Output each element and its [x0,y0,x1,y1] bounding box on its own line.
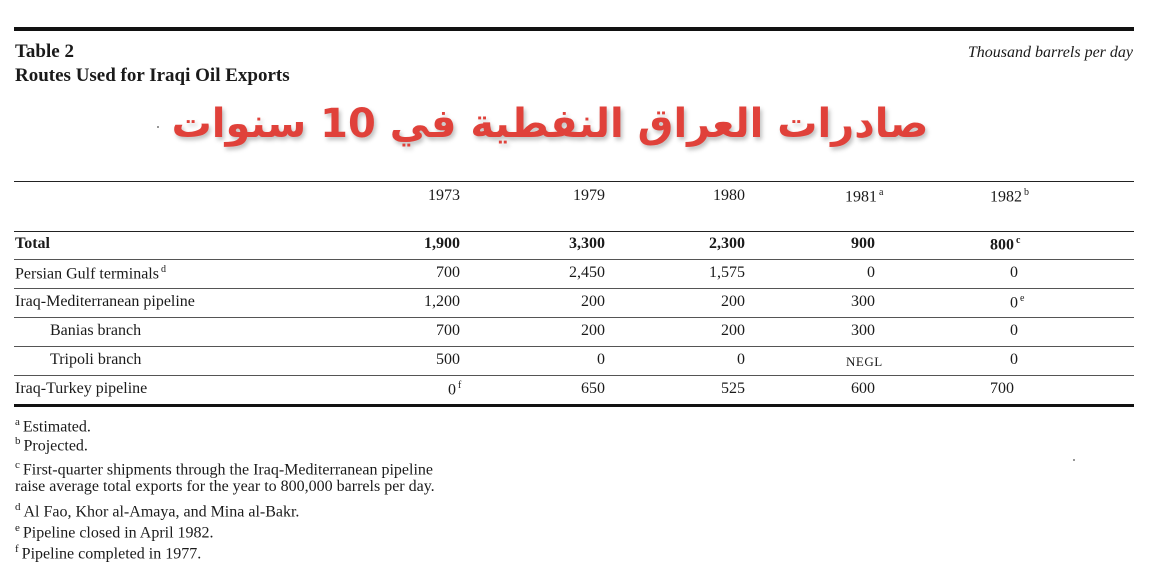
row-label-persian-gulf: Persian Gulf terminals $^d$ [15,264,166,283]
cell-total-1981: 900 [851,235,875,252]
cell-tripoli-1982: 0 [1010,351,1018,368]
cell-med-1979: 200 [581,293,605,310]
footnote-d: $^d$ Al Fao, Khor al-Amaya, and Mina al-Bakr. [15,501,300,521]
row-label-tripoli: Tripoli branch [50,351,142,368]
table-heading [15,40,290,88]
footnote-f: $^f$ Pipeline completed in 1977. [15,543,202,563]
row-rule [14,288,1134,289]
cell-med-1982: 0 $^e$ [1010,293,1025,312]
bottom-rule [14,404,1134,407]
cell-banias-1981: 300 [851,322,875,339]
cell-turkey-1980: 525 [721,380,745,397]
body-top-rule [14,231,1134,232]
cell-gulf-1979: 2,450 [569,264,605,281]
year-header-1981: 1981 $^a$ [845,187,884,206]
year-header-1979: 1979 [573,187,605,204]
year-header-1973: 1973 [428,187,460,204]
row-label-banias: Banias branch [50,322,142,339]
arabic-overlay-title: صادرات العراق النفطية في 10 سنوات [171,101,929,147]
cell-banias-1979: 200 [581,322,605,339]
footnote-c: $^c$ First-quarter shipments through the Iraq-Mediterranean pipeline [15,459,433,479]
table-title: Routes Used for Iraqi Oil Exports [15,65,290,86]
year-header-1980: 1980 [713,187,745,204]
cell-tripoli-1979: 0 [597,351,605,368]
table-number: Table 2 [15,41,74,62]
cell-banias-1973: 700 [436,322,460,339]
cell-tripoli-1980: 0 [737,351,745,368]
year-header-1982: 1982 $^b$ [990,187,1029,206]
footnote-e: $^e$ Pipeline closed in April 1982. [15,522,214,542]
cell-turkey-1979: 650 [581,380,605,397]
row-rule [14,375,1134,376]
units-label: Thousand barrels per day [967,44,1133,61]
footnote-b: $^b$ Projected. [15,435,88,455]
cell-total-1973: 1,900 [424,235,460,252]
row-rule [14,346,1134,347]
speck [1073,459,1075,461]
cell-banias-1980: 200 [721,322,745,339]
speck [157,126,159,128]
cell-tripoli-1981: NEGL [846,354,883,369]
row-rule [14,259,1134,260]
cell-total-1982: 800 $^c$ [990,235,1021,254]
cell-gulf-1973: 700 [436,264,460,281]
cell-banias-1982: 0 [1010,322,1018,339]
cell-gulf-1982: 0 [1010,264,1018,281]
cell-turkey-1982: 700 [990,380,1014,397]
row-rule [14,317,1134,318]
cell-total-1979: 3,300 [569,235,605,252]
cell-turkey-1973: 0 $^f$ [448,380,462,399]
footnote-a: $^a$ Estimated. [15,416,91,436]
cell-med-1973: 1,200 [424,293,460,310]
cell-gulf-1981: 0 [867,264,875,281]
cell-gulf-1980: 1,575 [709,264,745,281]
row-label-total: Total [15,235,50,252]
cell-total-1980: 2,300 [709,235,745,252]
top-rule [14,27,1134,31]
cell-med-1981: 300 [851,293,875,310]
footnote-c-continued: raise average total exports for the year to 800,000 barrels per day. [15,478,435,495]
row-label-iraq-turkey: Iraq-Turkey pipeline [15,380,148,397]
header-rule [14,181,1134,182]
cell-turkey-1981: 600 [851,380,875,397]
cell-med-1980: 200 [721,293,745,310]
cell-tripoli-1973: 500 [436,351,460,368]
row-label-iraq-med: Iraq-Mediterranean pipeline [15,293,195,310]
